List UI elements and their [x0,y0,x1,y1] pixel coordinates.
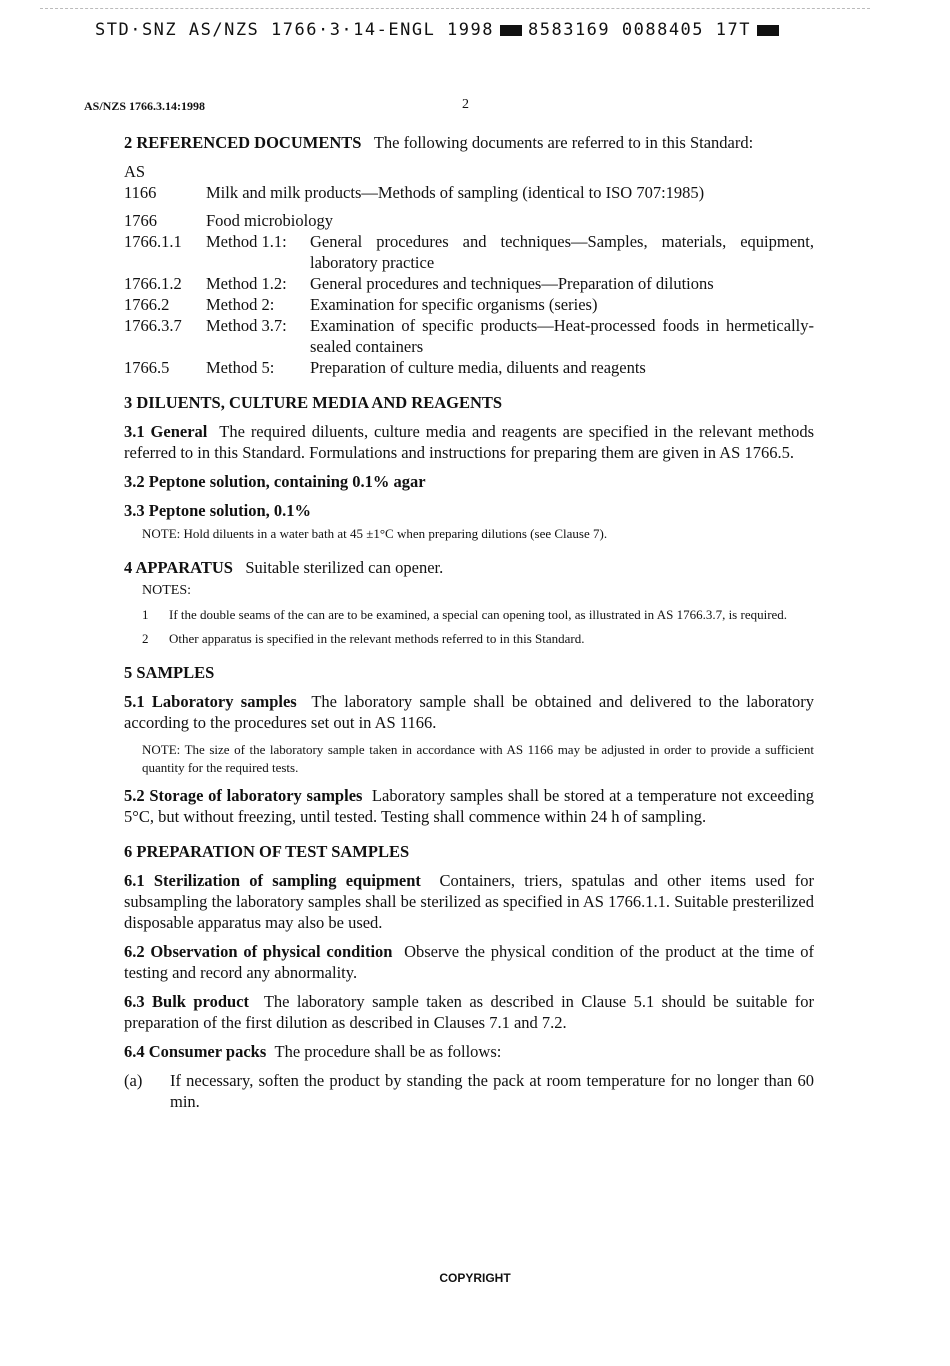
item-text: If necessary, soften the product by standing the pack at room temperature for no longer than 60 min. [170,1071,814,1111]
list-item [142,630,814,648]
ref-number: 1766.2 [124,295,170,314]
document-id-mid: 8583169 0088405 17T [528,20,751,40]
redaction-block [500,25,522,36]
ref-number: 1766.5 [124,358,170,377]
note-number: 1 [142,607,149,622]
clause-6-3-text: The laboratory sample taken as described in Clause 5.1 should be suitable for preparation of the first dilution as described in Clauses 7.1 and 7.2. [124,992,815,1032]
ref-number: 1766.1.1 [124,232,182,251]
ref-number: 1766.1.2 [124,274,182,293]
series-label: AS [124,162,146,181]
scan-edge-line [40,8,870,10]
clause-6-1 [124,870,814,933]
redaction-block [757,25,779,36]
document-id-header [95,20,785,40]
clause-3-3-heading: 3.3 Peptone solution, 0.1% [124,501,312,520]
ref-method: Method 3.7: [206,316,287,335]
clause-5-1-heading: 5.1 Laboratory samples [124,692,297,711]
ref-title: General procedures and techniques—Preparation of dilutions [310,274,714,293]
clause-6-2 [124,941,814,983]
document-id-left: STD·SNZ AS/NZS 1766·3·14-ENGL 1998 [95,20,494,40]
ref-method: Method 2: [206,295,275,314]
clause-3-2-heading: 3.2 Peptone solution, containing 0.1% agar [124,472,426,491]
clause-6-1-heading: 6.1 Sterilization of sampling equipment [124,871,421,890]
note-number: 2 [142,631,149,646]
clause-5-2-text: Laboratory samples shall be stored at a temperature not exceeding 5°C, but without freezing, until tested. Testing shall commence within 24 h of sampling. [124,786,815,826]
clause-3-1-text: The required diluents, culture media and reagents are specified in the relevant methods referred to in this Standard. Formulations and instructions for preparing them are given in AS 1766.5. [124,422,814,462]
page-number: 2 [462,97,469,112]
clause-5-2 [124,785,814,827]
clause-6-3 [124,991,814,1033]
section-4-text: Suitable sterilized can opener. [245,558,444,577]
page-content [124,132,814,1112]
section-4-title: 4 APPARATUS [124,558,233,577]
clause-6-4-text: The procedure shall be as follows: [274,1042,502,1061]
ref-title: Food microbiology [206,211,333,230]
ref-title: Milk and milk products—Methods of sampling (identical to ISO 707:1985) [206,183,705,202]
ref-method: Method 1.2: [206,274,287,293]
ref-number: 1766.3.7 [124,316,182,335]
clause-6-4 [124,1041,814,1062]
clause-6-2-text: Observe the physical condition of the product at the time of testing and record any abnormality. [124,942,814,982]
running-head: AS/NZS 1766.3.14:1998 [84,99,206,113]
clause-5-1 [124,691,814,733]
note-text: Other apparatus is specified in the relevant methods referred to in this Standard. [169,631,585,646]
ref-title: Preparation of culture media, diluents and reagents [310,358,646,377]
clause-3-1 [124,421,814,463]
clause-5-2-heading: 5.2 Storage of laboratory samples [124,786,363,805]
ref-title: Examination for specific organisms (series) [310,295,598,314]
ref-number: 1766 [124,211,157,230]
section-4 [124,557,814,578]
reference-table [124,182,814,378]
ref-number: 1166 [124,183,157,202]
clause-6-3-heading: 6.3 Bulk product [124,992,249,1011]
ref-method: Method 1.1: [206,232,287,251]
copyright-footer: COPYRIGHT [439,1271,511,1285]
section-2-intro-text: The following documents are referred to in this Standard: [373,133,754,152]
section-5-title: 5 SAMPLES [124,663,215,682]
section-6-title: 6 PREPARATION OF TEST SAMPLES [124,842,410,861]
ref-method: Method 5: [206,358,275,377]
clause-6-1-text: Containers, triers, spatulas and other items used for subsampling the laboratory samples shall be sterilized as specified in AS 1766.1.1. Suitable presterilized disposable apparatus may also be used. [124,871,814,932]
section-2-intro [124,132,814,153]
section-3-title: 3 DILUENTS, CULTURE MEDIA AND REAGENTS [124,393,503,412]
clause-6-4-heading: 6.4 Consumer packs [124,1042,267,1061]
list-item [124,1070,814,1112]
item-label: (a) [124,1071,143,1090]
note-text: If the double seams of the can are to be examined, a special can opening tool, as illustrated in AS 1766.3.7, is required. [169,607,788,622]
ref-title: Examination of specific products—Heat-processed foods in hermetically-sealed containers [310,316,814,356]
clause-6-2-heading: 6.2 Observation of physical condition [124,942,393,961]
clause-3-1-heading: 3.1 General [124,422,208,441]
ref-title: General procedures and techniques—Samples, materials, equipment, laboratory practice [310,232,814,272]
notes-label: NOTES: [142,583,191,598]
list-item [142,606,814,624]
clause-5-1-text: The laboratory sample shall be obtained and delivered to the laboratory according to the procedures set out in AS 1166. [124,692,815,732]
clause-5-1-note: NOTE: The size of the laboratory sample taken in accordance with AS 1166 may be adjusted in order to provide a sufficient quantity for the required tests. [142,742,814,775]
section-2-title: 2 REFERENCED DOCUMENTS [124,133,362,152]
apparatus-notes [142,582,814,648]
clause-3-3-note: NOTE: Hold diluents in a water bath at 45 ±1°C when preparing dilutions (see Clause 7). [142,526,608,541]
